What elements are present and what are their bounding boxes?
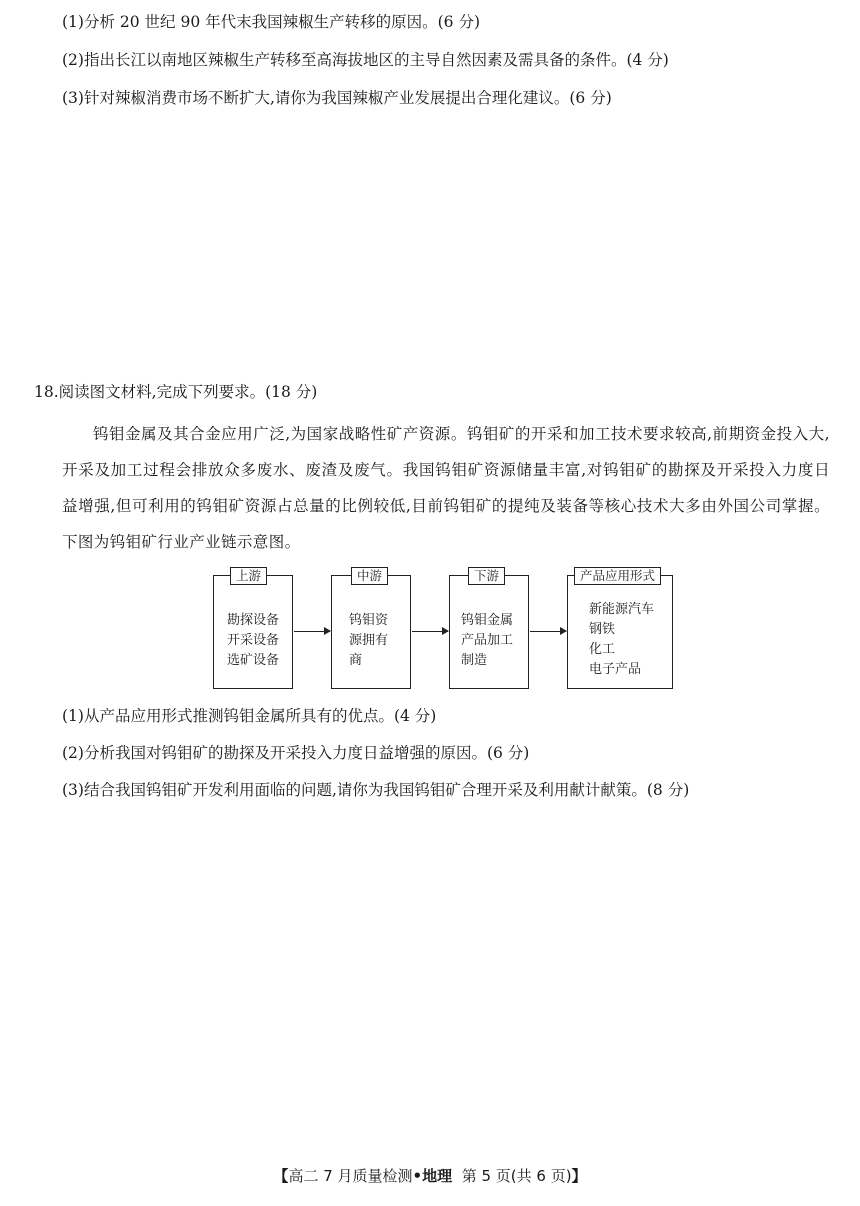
- footer-subject: 地理: [422, 1167, 453, 1185]
- arrow-icon: [294, 631, 330, 632]
- application-content: [589, 600, 654, 680]
- midstream-content: [349, 611, 388, 671]
- q18-paragraph: [62, 416, 830, 560]
- upstream-tag: 上游: [230, 567, 267, 585]
- downstream-item: 制造: [461, 653, 488, 668]
- q18-heading: 18.阅读图文材料,完成下列要求。(18 分): [34, 383, 318, 401]
- downstream-content: [461, 611, 513, 671]
- footer-page-number: 第 5 页(共 6 页): [461, 1167, 572, 1185]
- application-tag: 产品应用形式: [574, 567, 661, 585]
- midstream-tag: 中游: [351, 567, 388, 585]
- industry-chain-diagram: [213, 567, 673, 689]
- midstream-item: 商: [349, 653, 363, 668]
- arrow-icon: [412, 631, 448, 632]
- midstream-box: [331, 575, 411, 689]
- downstream-item: 钨钼金属: [461, 613, 514, 628]
- application-item: 新能源汽车: [589, 602, 655, 617]
- upstream-item: 开采设备: [227, 633, 280, 648]
- q18-sub2: (2)分析我国对钨钼矿的勘探及开采投入力度日益增强的原因。(6 分): [62, 744, 530, 762]
- arrow-icon: [530, 631, 566, 632]
- footer-close-bracket: 】: [571, 1167, 587, 1185]
- footer-open-bracket: 【: [273, 1167, 289, 1185]
- upstream-box: [213, 575, 293, 689]
- downstream-tag: 下游: [468, 567, 505, 585]
- footer-dot: •: [412, 1167, 423, 1185]
- upstream-item: 选矿设备: [227, 653, 280, 668]
- downstream-box: [449, 575, 529, 689]
- footer-title: 高二 7 月质量检测: [288, 1167, 413, 1185]
- q18-paragraph-text: 钨钼金属及其合金应用广泛,为国家战略性矿产资源。钨钼矿的开采和加工技术要求较高,前期资金投入大,开采及加工过程会排放众多废水、废渣及废气。我国钨钼矿资源储量丰富,对钨钼矿的勘探及开采投入力度日益增强,但可利用的钨钼矿资源占总量的比例较低,目前钨钼矿的提纯及装备等核心技术大多由外国公司掌握。下图为钨钼矿行业产业链示意图。: [62, 425, 830, 551]
- q18-sub1: (1)从产品应用形式推测钨钼金属所具有的优点。(4 分): [62, 707, 437, 725]
- upstream-content: [227, 611, 279, 671]
- midstream-item: 钨钼资: [349, 613, 389, 628]
- upstream-item: 勘探设备: [227, 613, 280, 628]
- q17-sub3: (3)针对辣椒消费市场不断扩大,请你为我国辣椒产业发展提出合理化建议。(6 分): [62, 89, 612, 107]
- application-box: [567, 575, 673, 689]
- page-footer: [0, 1165, 860, 1186]
- application-item: 钢铁: [589, 622, 616, 637]
- midstream-item: 源拥有: [349, 633, 389, 648]
- downstream-item: 产品加工: [461, 633, 514, 648]
- q18-sub3: (3)结合我国钨钼矿开发利用面临的问题,请你为我国钨钼矿合理开采及利用献计献策。(8 分): [62, 781, 690, 799]
- application-item: 化工: [589, 642, 616, 657]
- q17-sub2: (2)指出长江以南地区辣椒生产转移至高海拔地区的主导自然因素及需具备的条件。(4 分): [62, 51, 669, 69]
- q17-sub1: (1)分析 20 世纪 90 年代末我国辣椒生产转移的原因。(6 分): [62, 13, 480, 31]
- application-item: 电子产品: [589, 662, 642, 677]
